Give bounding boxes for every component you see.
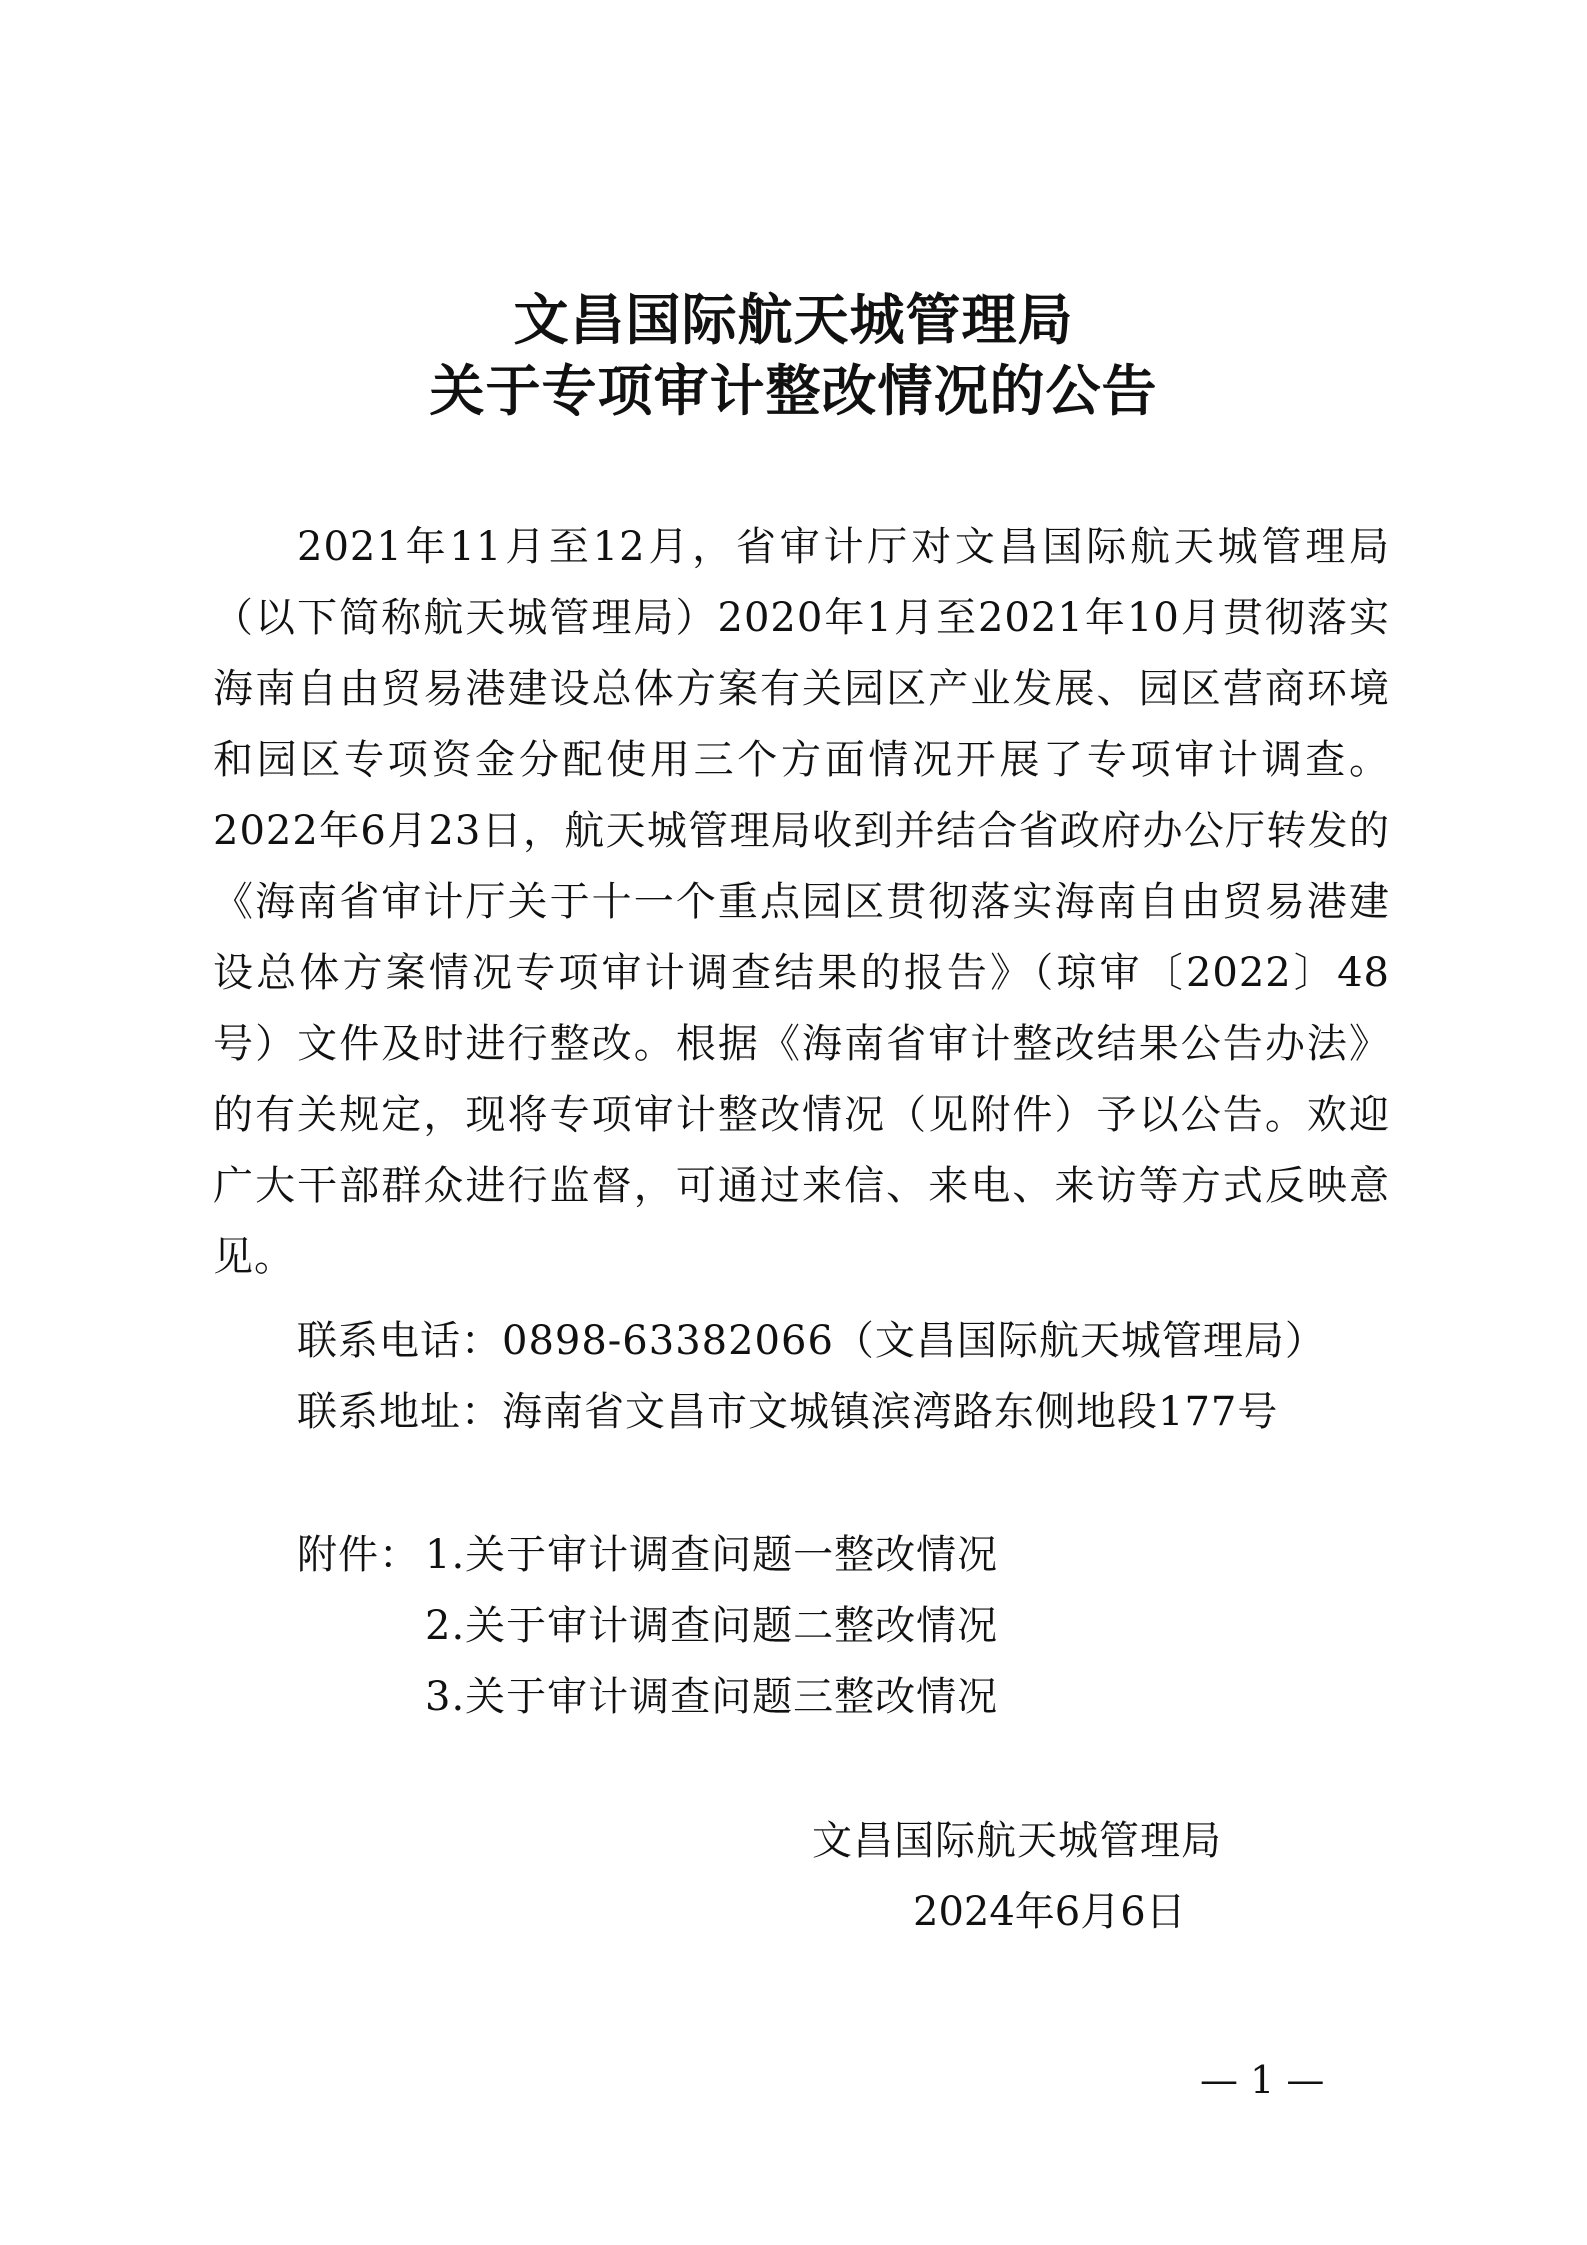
attachments-label: 附件：	[297, 1532, 420, 1578]
body-paragraph: 2021年11月至12月，省审计厅对文昌国际航天城管理局（以下简称航天城管理局）2020年1月至2021年10月贯彻落实海南自由贸易港建设总体方案有关园区产业发展、园区营商环境和园区专项资金分配使用三个方面情况开展了专项审计调查。2022年6月23日，航天城管理局收到并结合省政府办公厅转发的《海南省审计厅关于十一个重点园区贯彻落实海南自由贸易港建设总体方案情况专项审计调查结果的报告》（琼审〔2022〕48号）文件及时进行整改。根据《海南省审计整改结果公告办法》的有关规定，现将专项审计整改情况（见附件）予以公告。欢迎广大干部群众进行监督，可通过来信、来电、来访等方式反映意见。	[213, 524, 1390, 1280]
signer: 文昌国际航天城管理局	[812, 1818, 1222, 1864]
attachment-item: 2.关于审计调查问题二整改情况	[425, 1603, 999, 1649]
contact-phone: 联系电话：0898-63382066（文昌国际航天城管理局）	[297, 1318, 1326, 1364]
attachment-item: 1.关于审计调查问题一整改情况	[425, 1532, 999, 1578]
issue-date: 2024年6月6日	[913, 1889, 1186, 1935]
attachment-item: 3.关于审计调查问题三整改情况	[425, 1674, 999, 1720]
page-number: — 1 —	[1200, 2058, 1325, 2102]
document-title-line1: 文昌国际航天城管理局	[513, 288, 1074, 352]
contact-address: 联系地址：海南省文昌市文城镇滨湾路东侧地段177号	[297, 1389, 1279, 1435]
document-title-line2: 关于专项审计整改情况的公告	[429, 359, 1158, 423]
